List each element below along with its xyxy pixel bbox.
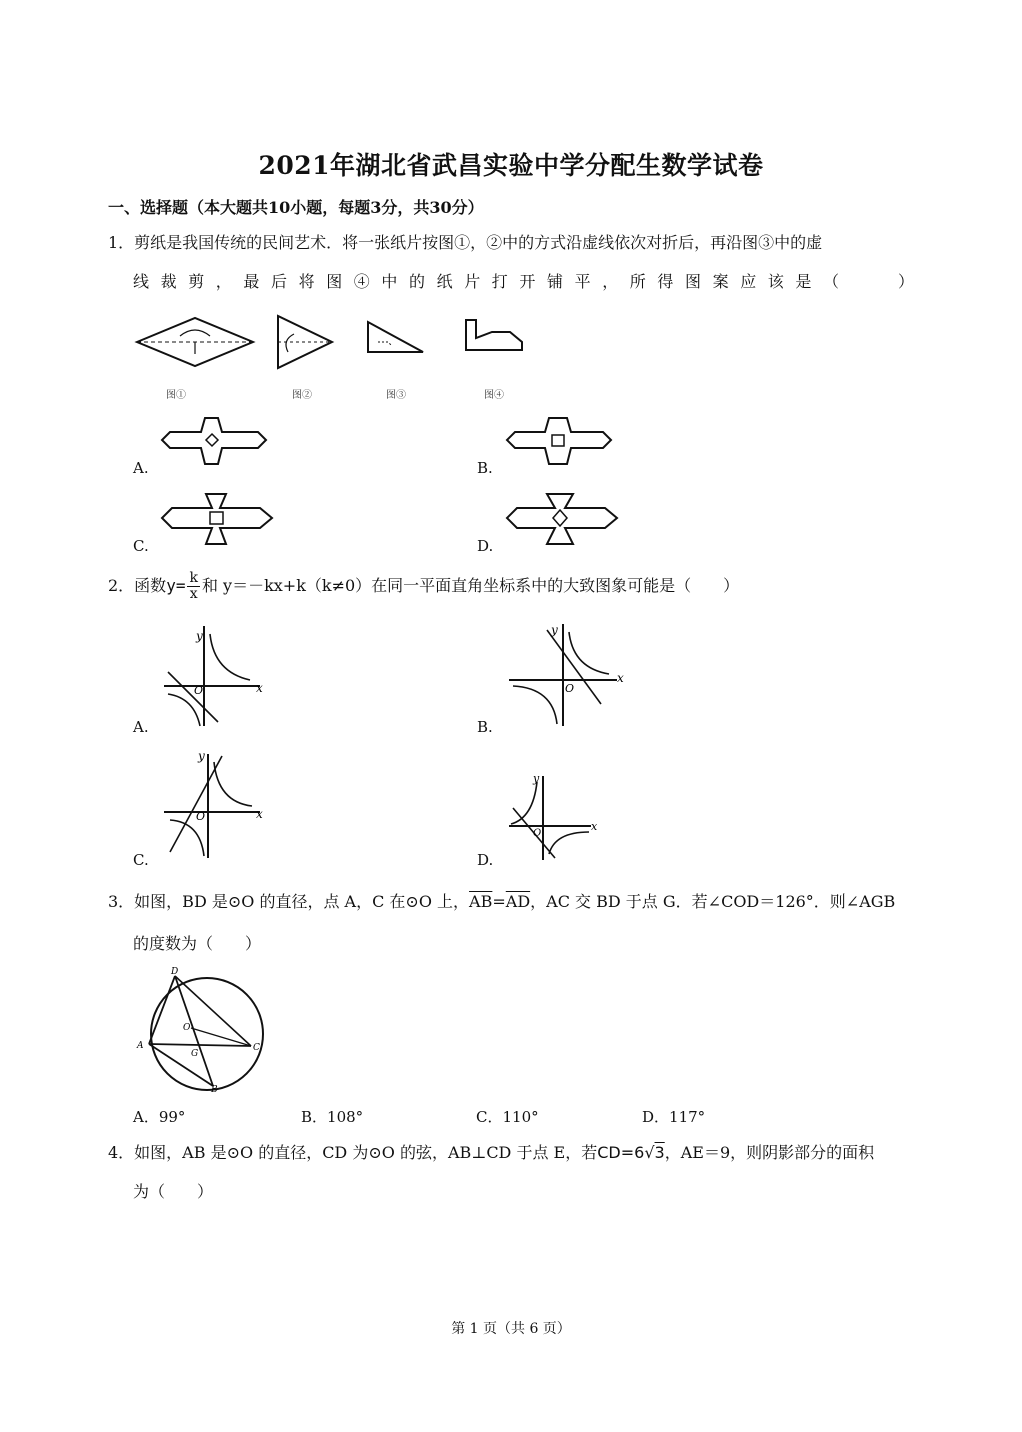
q3-arc-ab: $\overline{AB}$	[469, 892, 493, 911]
q2-c-origin: O	[196, 810, 206, 823]
q1-option-a-pattern[interactable]	[160, 414, 270, 472]
fig2-triangle	[278, 316, 332, 368]
q2-b-origin: O	[565, 682, 575, 695]
q4-post: ，AE＝9，则阴影部分的面积	[664, 1143, 875, 1162]
q1-line2-text: 线裁剪，最后将图④中的纸片打开铺平，所得图案应该是（	[133, 272, 851, 291]
q3-point-a: A	[137, 1041, 144, 1051]
q2-fraction	[187, 571, 199, 601]
q1-folding-figures	[130, 312, 530, 382]
q3-point-b: B	[211, 1085, 218, 1095]
q2-a-x-axis-label: x	[256, 681, 263, 695]
page-footer: 第 1 页（共 6 页）	[451, 1321, 571, 1337]
q3-line2: 的度数为（ ）	[133, 934, 262, 953]
q2-option-b-label[interactable]: B.	[477, 718, 493, 736]
q3-line1	[108, 894, 895, 910]
q2-stem	[108, 568, 739, 604]
q2-graph-b[interactable]	[505, 620, 630, 730]
q1-option-c-label[interactable]: C.	[133, 537, 149, 555]
q2-option-d-label[interactable]: D.	[477, 851, 494, 869]
q4-line2: 为（ ）	[133, 1182, 214, 1201]
q3-point-o: O	[183, 1023, 191, 1033]
q2-graph-a[interactable]	[160, 622, 270, 732]
fig2-label: 图②	[292, 390, 312, 401]
q2-option-c-label[interactable]: C.	[133, 851, 149, 869]
fig4-label: 图④	[484, 390, 504, 401]
q1-option-d-label[interactable]: D.	[477, 537, 494, 555]
q1-line1: 1．剪纸是我国传统的民间艺术．将一张纸片按图①，②中的方式沿虚线依次对折后，再沿图③中的虚	[108, 233, 823, 252]
q3-answer-b[interactable]: B．108°	[301, 1108, 364, 1126]
q1-option-c-pattern[interactable]	[160, 490, 278, 548]
q3-eq: =	[492, 892, 506, 911]
q3-point-c: C	[253, 1043, 260, 1053]
q4-line1	[108, 1145, 874, 1161]
fig1-rhombus	[137, 318, 253, 366]
q3-answer-c[interactable]: C．110°	[476, 1108, 539, 1126]
q2-rest: 和 y＝－kx+k（k≠0）在同一平面直角坐标系中的大致图象可能是（ ）	[201, 576, 740, 595]
q2-option-a-label[interactable]: A.	[133, 718, 149, 736]
q3-circle-figure	[133, 964, 273, 1094]
q3-point-d: D	[171, 967, 179, 977]
q1-option-a-label[interactable]: A.	[133, 459, 149, 477]
q2-a-origin: O	[194, 684, 204, 697]
q3-post: ，AC 交 BD 于点 G．若∠COD＝126°．则∠AGB	[530, 892, 896, 911]
q1-line2	[133, 274, 851, 290]
q1-option-b-pattern[interactable]	[505, 414, 615, 472]
q2-graph-d[interactable]	[505, 770, 600, 862]
q1-option-b-label[interactable]: B.	[477, 459, 493, 477]
q2-c-x-axis-label: x	[256, 807, 263, 821]
q2-d-origin: O	[533, 828, 542, 839]
q4-sqrt-sign: √	[644, 1143, 655, 1162]
fig1-label: 图①	[166, 390, 186, 401]
q2-a-y-axis-label: y	[196, 629, 203, 643]
q1-line2-close: ）	[898, 272, 915, 291]
page-title: 2021年湖北省武昌实验中学分配生数学试卷	[258, 151, 764, 180]
q2-func-y: y=	[166, 576, 186, 595]
q4-sqrt-3: 3	[654, 1143, 665, 1162]
q2-b-y-axis-label: y	[551, 623, 558, 637]
q2-c-y-axis-label: y	[198, 749, 205, 763]
q4-pre: 4．如图，AB 是⊙O 的直径，CD 为⊙O 的弦，AB⊥CD 于点 E，若	[108, 1143, 598, 1162]
q3-answer-a[interactable]: A．99°	[133, 1108, 186, 1126]
q4-cd: CD=6	[597, 1143, 645, 1162]
q3-arc-ad: $\overline{AD}$	[505, 892, 531, 911]
section-heading: 一、选择题（本大题共10小题，每题3分，共30分）	[108, 198, 484, 217]
fig3-label: 图③	[386, 390, 406, 401]
q1-option-d-pattern[interactable]	[505, 490, 623, 548]
fig3-triangle	[368, 322, 423, 352]
q2-graph-c[interactable]	[160, 748, 270, 863]
q2-frac-den: x	[189, 586, 198, 602]
q3-pre: 3．如图，BD 是⊙O 的直径，点 A，C 在⊙O 上，	[108, 892, 470, 911]
q2-d-y-axis-label: y	[533, 772, 540, 785]
q2-d-x-axis-label: x	[591, 820, 598, 833]
q2-b-x-axis-label: x	[617, 671, 624, 685]
q2-frac-num: k	[189, 570, 198, 587]
q2-prefix: 2．函数	[108, 576, 167, 595]
fig4-piece	[466, 320, 522, 350]
q3-answer-d[interactable]: D．117°	[642, 1108, 706, 1126]
q3-point-g: G	[191, 1049, 199, 1059]
